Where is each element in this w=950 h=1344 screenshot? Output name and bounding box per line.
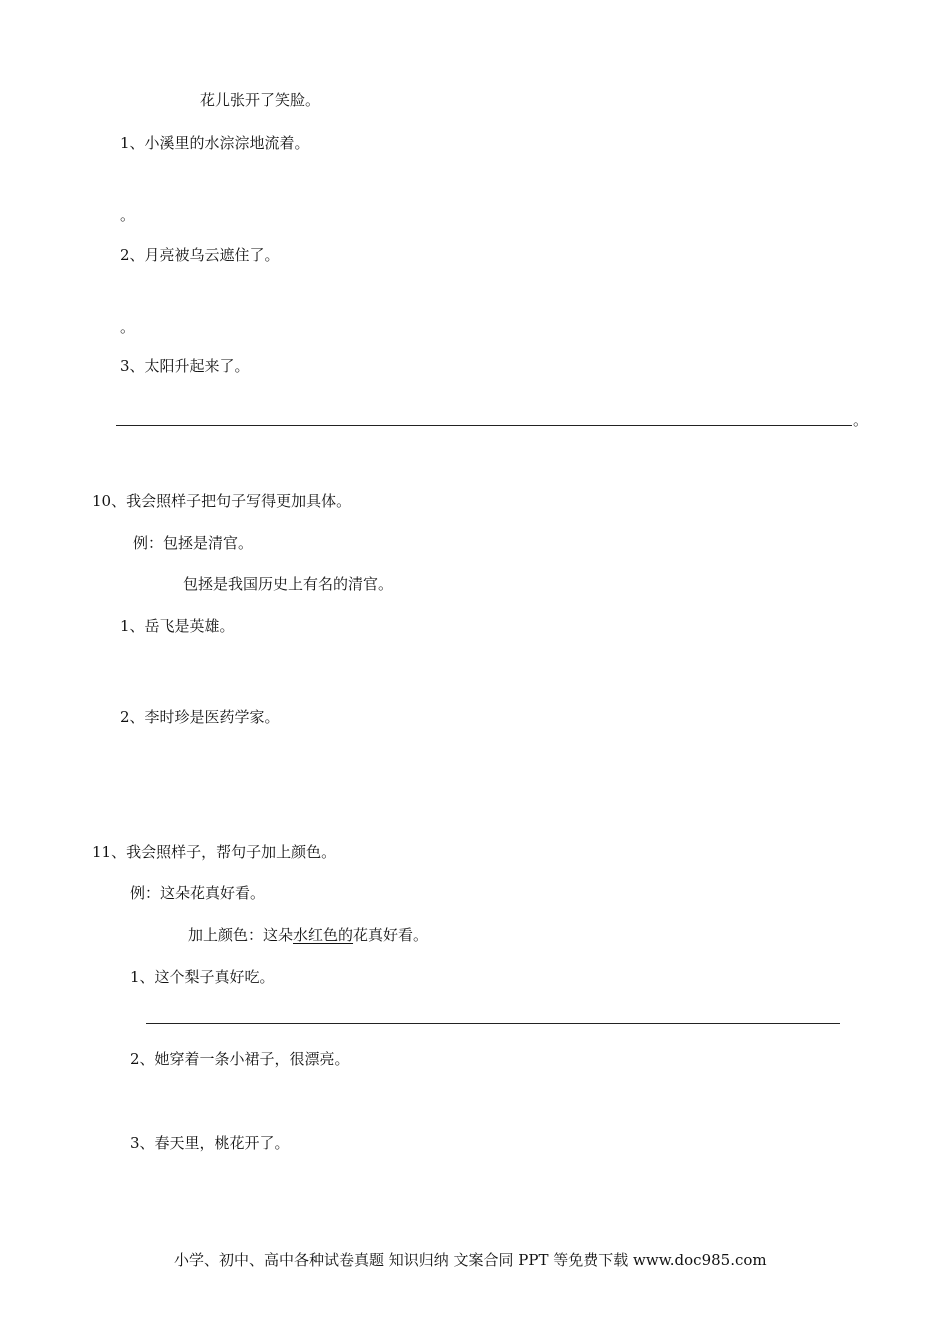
answer-line-11-1 [146,1023,840,1024]
section11-item-2: 2、她穿着一条小裙子，很漂亮。 [130,1050,350,1068]
section11-example-answer-prefix: 加上颜色：这朵 [188,926,294,944]
section9-item-2-end: 。 [120,318,136,336]
section11-example-answer-highlight: 水红色的 [293,926,354,944]
page-footer: 小学、初中、高中各种试卷真题 知识归纳 文案合同 PPT 等免费下载 www.doc985.com [174,1251,767,1269]
section10-item-1: 1、岳飞是英雄。 [120,617,235,635]
answer-line-9-3 [116,425,852,426]
section9-item-2: 2、月亮被乌云遮住了。 [120,246,280,264]
section9-example-tail: 花儿张开了笑脸。 [200,91,321,109]
section9-item-1-end: 。 [120,206,136,224]
section9-item-1: 1、小溪里的水淙淙地流着。 [120,134,310,152]
section11-item-3: 3、春天里，桃花开了。 [130,1134,290,1152]
section11-example-answer-suffix: 花真好看。 [353,926,429,944]
section10-example: 例：包拯是清官。 [133,534,254,552]
section11-example: 例：这朵花真好看。 [130,884,266,902]
section11-item-1: 1、这个梨子真好吃。 [130,968,275,986]
section10-item-2: 2、李时珍是医药学家。 [120,708,280,726]
section11-example-answer [188,925,428,945]
section9-item-3: 3、太阳升起来了。 [120,357,250,375]
section11-title: 11、我会照样子，帮句子加上颜色。 [92,843,337,861]
section10-example-answer: 包拯是我国历史上有名的清官。 [183,575,394,593]
section9-item-3-end: 。 [853,411,869,429]
section10-title: 10、我会照样子把句子写得更加具体。 [92,492,352,510]
